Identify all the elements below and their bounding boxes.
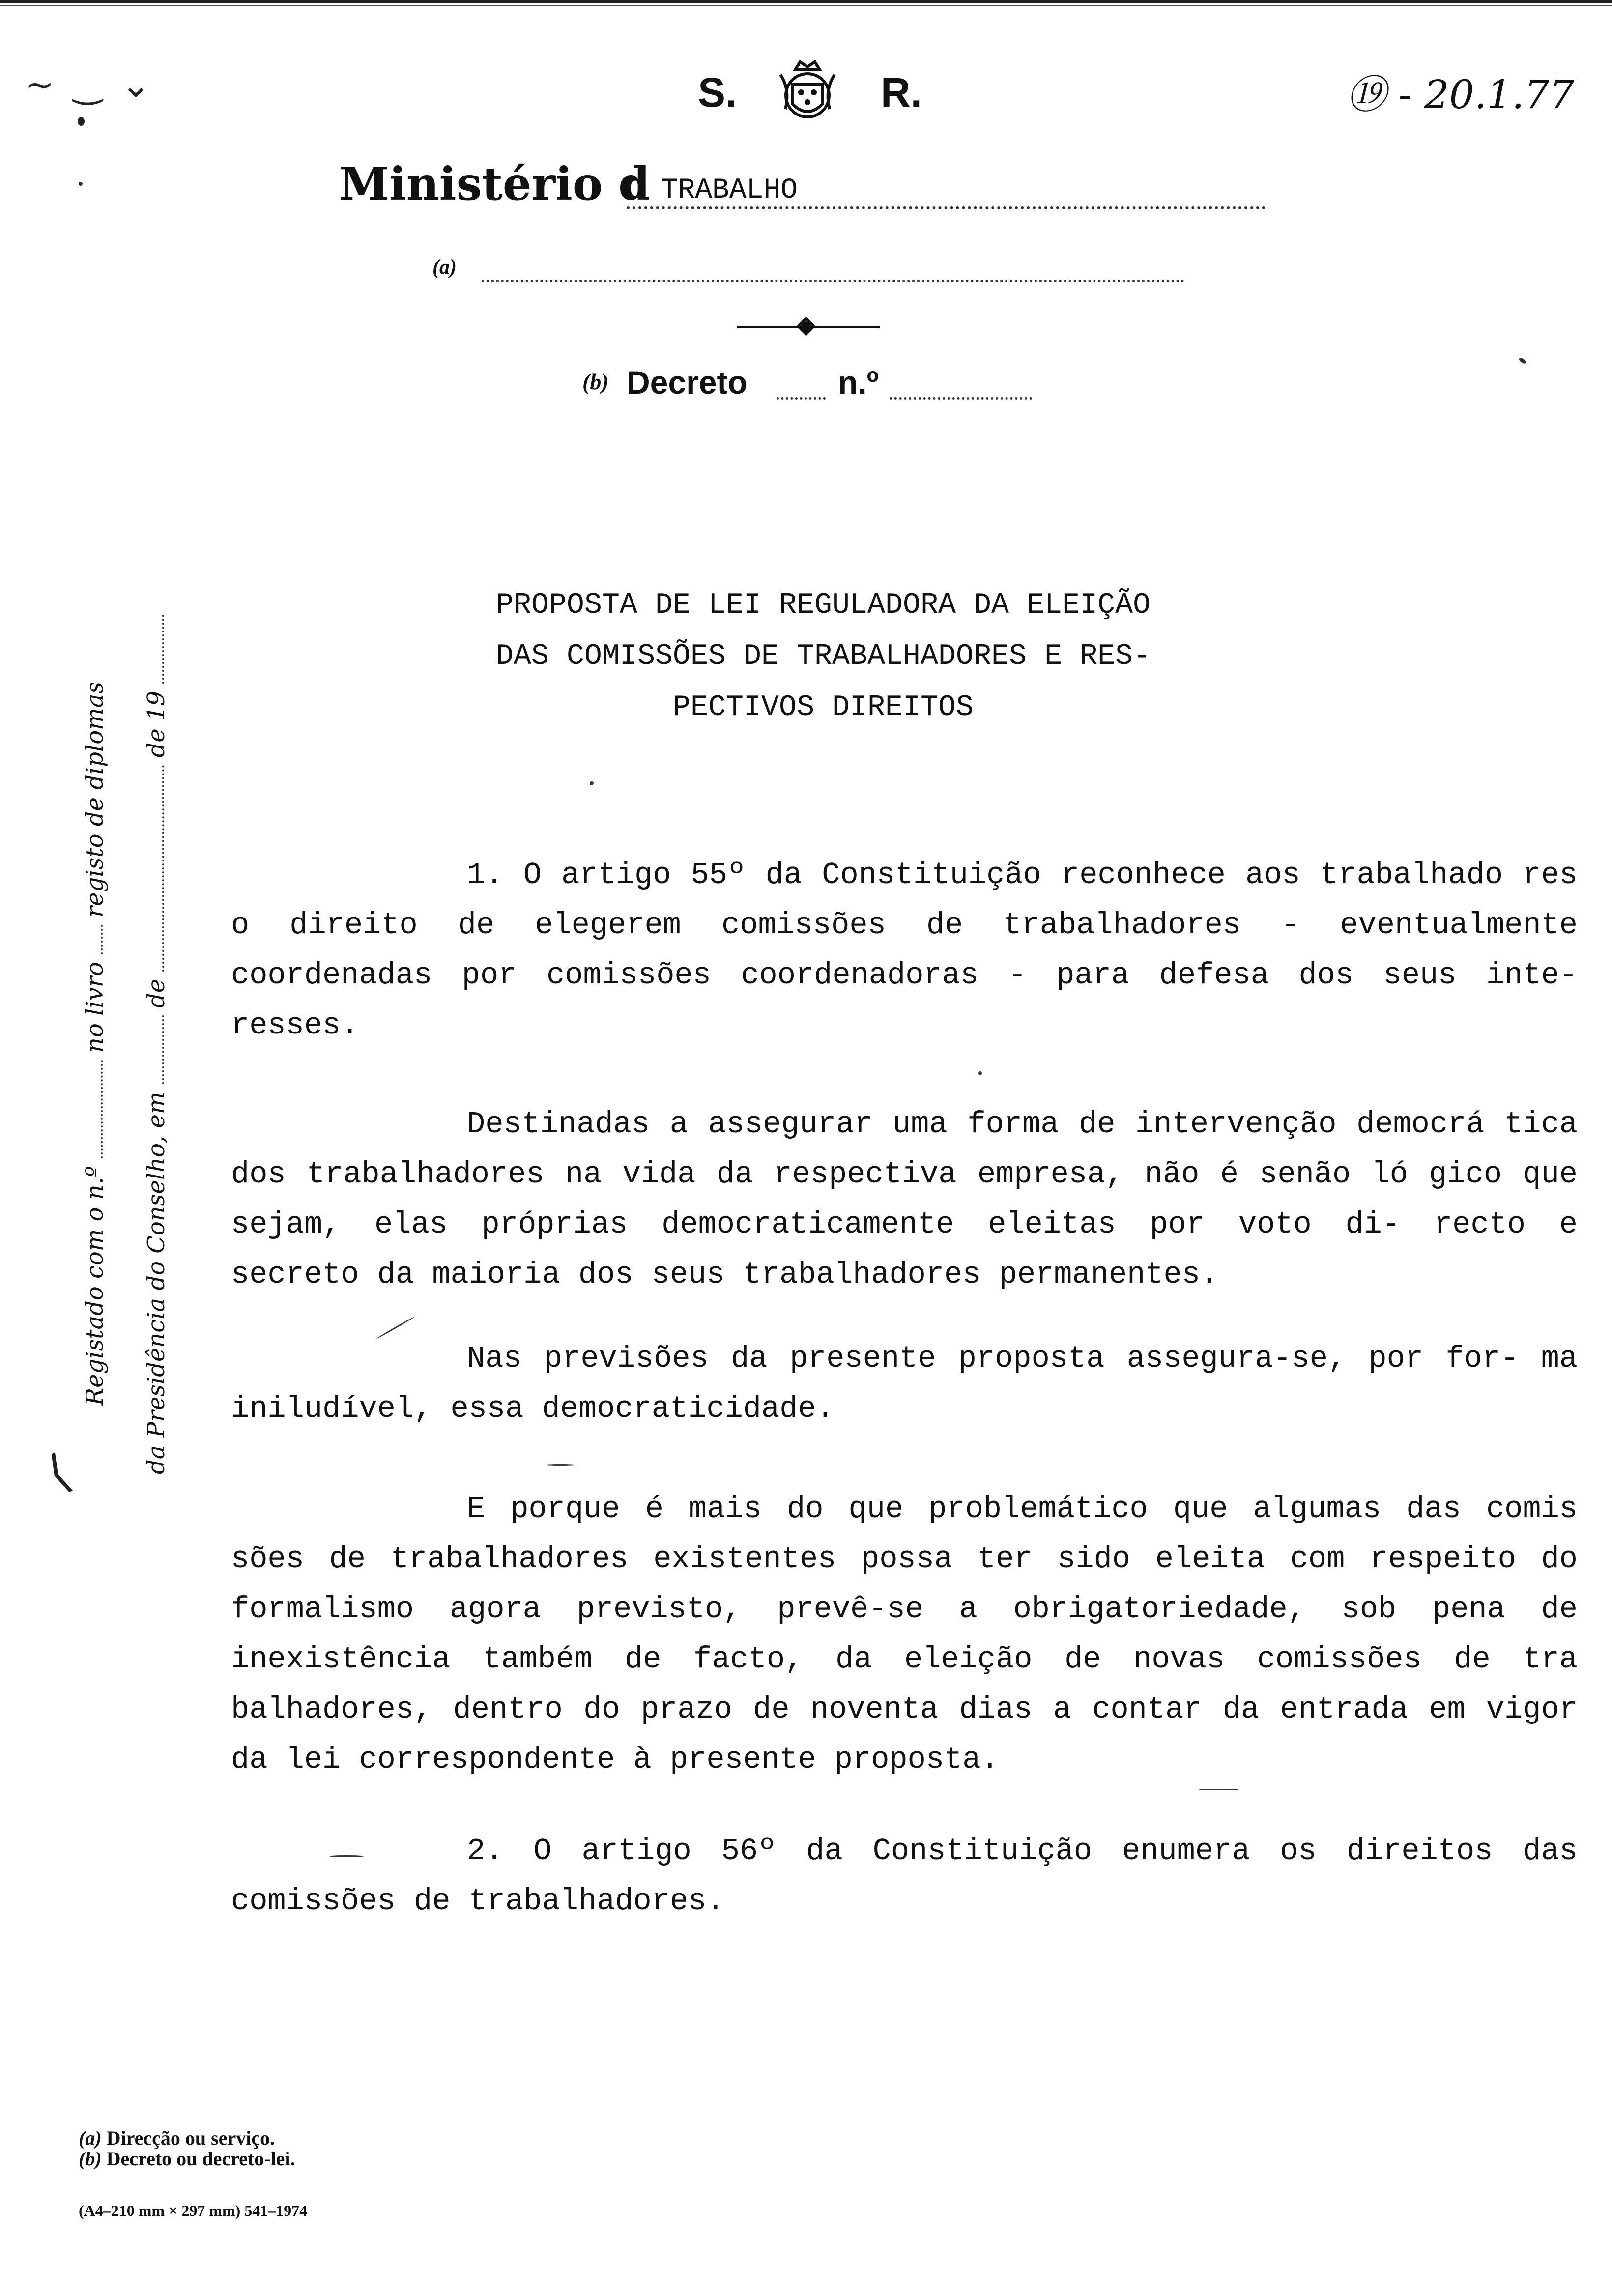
coat-of-arms-icon	[771, 55, 844, 129]
paper-format-note: (A4–210 mm × 297 mm) 541–1974	[79, 2202, 308, 2219]
margin-dotted-4	[144, 765, 164, 972]
ministerio-label: Ministério d	[339, 157, 650, 210]
margin-de-19: de 19	[143, 690, 170, 758]
field-a-label: (a)	[432, 256, 457, 279]
margin-registo: registo de diplomas	[81, 681, 109, 918]
separator-diamond-icon	[796, 316, 816, 336]
ministerio-value-field: O TRABALHO	[627, 172, 1266, 209]
scan-speck	[1199, 1789, 1238, 1790]
paragraph-2: Destinadas a assegurar uma forma de intervenção democrá tica dos trabalhadores na vida da respectiva empresa, não é senão ló gico que sejam, elas próprias democraticamente eleitas por voto di- recto e secreto da maioria dos seus trabalhadores permanentes.	[231, 1107, 1578, 1292]
paragraph-4: E porque é mais do que problemático que algumas das comis sões de trabalhadores existentes possa ter sido eleita com respeito do formalismo agora previsto, prevê-se a obrigatoriedade, sob pena de inexistência também de facto, da eleição de novas comissões de tra balhadores, dentro do prazo de noventa dias a contar da entrada em vigor da lei correspondente à presente proposta.	[231, 1492, 1578, 1777]
top-border-rule-thin	[0, 5, 1612, 6]
margin-presidencia-line	[143, 615, 170, 1474]
decreto-number-label: n.º	[838, 364, 879, 401]
letterhead-r: R.	[881, 69, 922, 115]
margin-dotted-1	[83, 1060, 103, 1158]
scan-speck	[1518, 357, 1527, 365]
field-a-dotted-line	[482, 258, 1184, 282]
footnote-a: (a) Direcção ou serviço.	[79, 2127, 275, 2149]
margin-livro: no livro	[81, 962, 109, 1053]
scan-speck	[590, 781, 594, 785]
margin-registration-line	[81, 682, 109, 1406]
paragraph-1: 1. O artigo 55º da Constituição reconhece aos trabalhado res o direito de elegerem comissões de trabalhadores - eventualmente coordenadas por comissões coordenadoras - para defesa dos seus inte- resses.	[231, 858, 1578, 1043]
decreto-label: Decreto	[627, 364, 748, 401]
margin-bracket-mark: ⟨	[38, 1443, 79, 1501]
corner-dot	[78, 117, 85, 126]
handwritten-reference: ⑲ - 20.1.77	[1347, 72, 1575, 117]
paragraph-3: Nas previsões da presente proposta assegura-se, por for- ma iniludível, essa democraticidade.	[231, 1341, 1578, 1426]
scan-speck	[79, 182, 83, 186]
decreto-type-dotted-line	[777, 373, 826, 400]
scan-speck	[546, 1464, 575, 1466]
document-title: PROPOSTA DE LEI REGULADORA DA ELEIÇÃO DAS COMISSÕES DE TRABALHADORES E RES- PECTIVOS DIREITOS	[495, 589, 1151, 724]
margin-presidencia: da Presidência do Conselho, em	[143, 1091, 170, 1474]
field-b-label: (b)	[582, 369, 609, 394]
margin-registado: Registado com o n.º	[81, 1166, 109, 1406]
margin-de-1: de	[143, 978, 170, 1008]
paragraph-5: 2. O artigo 56º da Constituição enumera os direitos das comissões de trabalhadores.	[231, 1834, 1578, 1919]
footnote-b: (b) Decreto ou decreto-lei.	[79, 2148, 295, 2170]
margin-dotted-5	[144, 615, 164, 684]
margin-dotted-3	[144, 1015, 164, 1084]
corner-scribble: ~ ‿ ⌄	[25, 64, 155, 105]
margin-dotted-2	[83, 925, 103, 954]
top-border-rule	[0, 0, 1612, 3]
footnotes	[79, 2128, 295, 2169]
decreto-number-dotted-line	[890, 373, 1032, 400]
scan-speck	[978, 1071, 982, 1075]
letterhead-s: S.	[698, 69, 737, 115]
scan-speck	[329, 1855, 364, 1857]
